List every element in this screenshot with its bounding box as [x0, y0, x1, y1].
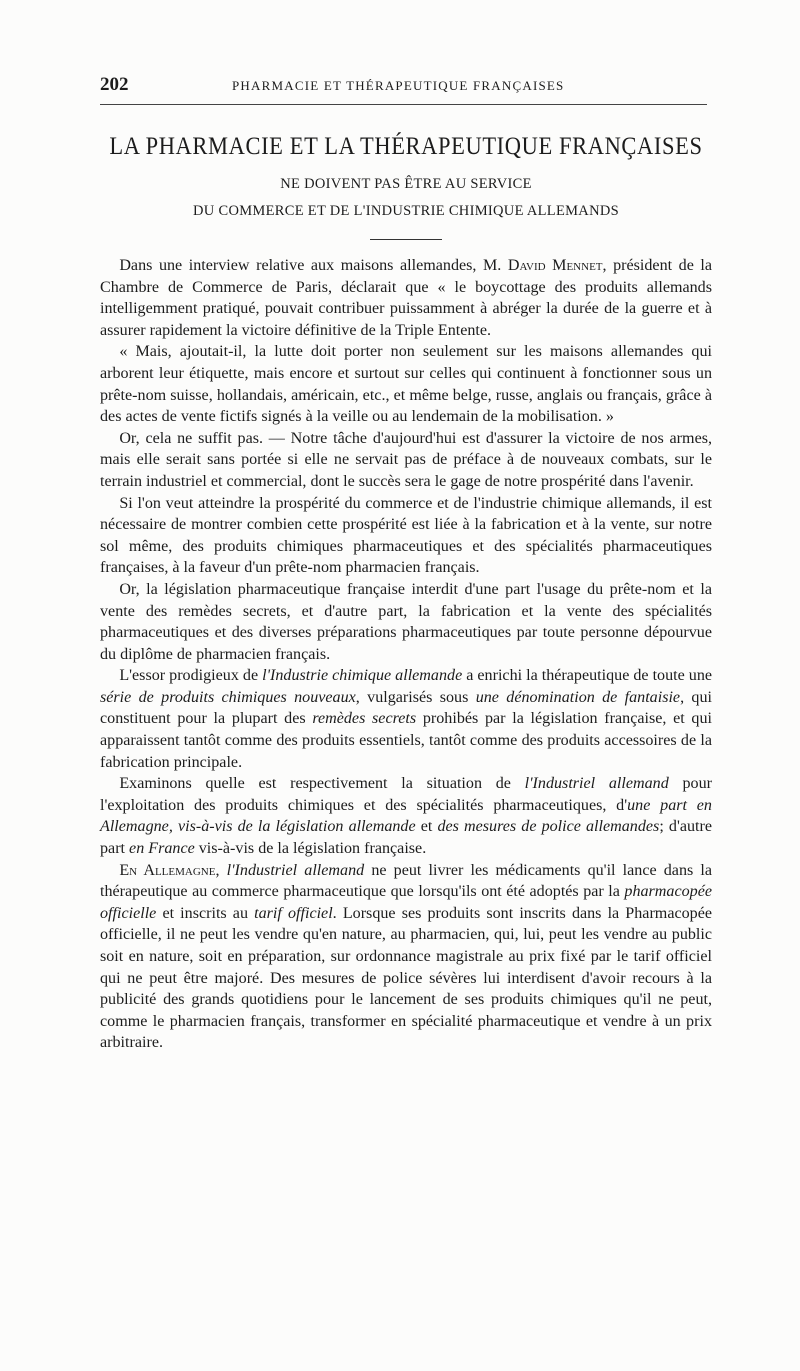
article-body — [100, 255, 712, 1054]
paragraph-1: Dans une interview relative aux maisons allemandes, M. David Mennet, président de la Chambre de Commerce de Paris, déclarait que « le boycottage des produits allemands intelligemment pratiqué, pouvait contribuer puissamment à abréger la durée de la guerre et à assurer rapidement la victoire définitive de la Triple Entente. — [100, 257, 713, 339]
book-page — [100, 68, 712, 1054]
paragraph-4: Si l'on veut atteindre la prospérité du commerce et de l'industrie chimique allemands, il est nécessaire de montrer combien cette prospérité est liée à la fabrication et à la vente, sur notre sol même, des produits chimiques pharmaceutiques et des spécialités pharmaceutiques françaises, à la faveur d'un prête-nom pharmacien français. — [100, 494, 712, 577]
paragraph-6: L'essor prodigieux de l'Industrie chimique allemande a enrichi la thérapeutique de toute une série de produits chimiques nouveaux, vulgarisés sous une dénomination de fantaisie, qui constituent pour la plupart des remèdes secrets prohibés par la législation française, et qui apparaissent tantôt comme des produits essentiels, tantôt comme des produits accessoires de la fabrication principale. — [100, 667, 713, 771]
article-subtitle — [100, 171, 712, 225]
title-rule — [370, 239, 442, 240]
paragraph-8: En Allemagne, l'Industriel allemand ne peut livrer les médicaments qu'il lance dans la thérapeutique au commerce pharmaceutique que lorsqu'ils ont été adoptés par la pharmacopée officielle et inscrits au tarif officiel. Lorsque ses produits sont inscrits dans la Pharmacopée officielle, il ne peut les vendre qu'en nature, au pharmacien, qui, lui, peut les vendre au public soit en nature, soit en préparation, sur ordonnance magistrale au prix fixé par le tarif officiel qui ne peut être majoré. Des mesures de police sévères lui interdisent d'avoir recours à la publicité des grands quotidiens pour le lancement de ses produits chimiques qu'il ne peut, comme le pharmacien français, transformer en spécialité pharmaceutique et vendre à un prix arbitraire. — [100, 861, 713, 1052]
subtitle-line-2: DU COMMERCE ET DE L'INDUSTRIE CHIMIQUE ALLEMANDS — [193, 203, 619, 219]
running-title: PHARMACIE ET THÉRAPEUTIQUE FRANÇAISES — [232, 78, 565, 93]
paragraph-7: Examinons quelle est respectivement la situation de l'Industriel allemand pour l'exploitation des produits chimiques et des spécialités pharmaceutiques, d'une part en Allemagne, vis-à-vis de la législation allemande et des mesures de police allemandes; d'autre part en France vis-à-vis de la législation française. — [100, 775, 713, 858]
paragraph-5: Or, la législation pharmaceutique française interdit d'une part l'usage du prête-nom et la vente des remèdes secrets, et d'autre part, la fabrication et la vente des spécialités pharmaceutiques et des diverses préparations pharmaceutiques par toute personne dépourvue du diplôme de pharmacien français. — [100, 580, 712, 663]
paragraph-2: « Mais, ajoutait-il, la lutte doit porter non seulement sur les maisons allemandes qui arborent leur étiquette, mais encore et surtout sur celles qui continuent à fonctionner sous un prête-nom suisse, hollandais, américain, etc., et même belge, russe, anglais ou français, grâce à des actes de vente fictifs signés à la veille ou au lendemain de la mobilisation. » — [100, 343, 712, 426]
header-rule — [100, 104, 707, 105]
running-head — [100, 68, 712, 102]
page-number: 202 — [100, 74, 129, 95]
person-name: David Mennet — [507, 257, 603, 274]
article-title: LA PHARMACIE ET LA THÉRAPEUTIQUE FRANÇAISES — [109, 131, 703, 160]
subtitle-line-1: NE DOIVENT PAS ÊTRE AU SERVICE — [280, 176, 532, 192]
paragraph-3: Or, cela ne suffit pas. — Notre tâche d'aujourd'hui est d'assurer la victoire de nos armes, mais elle serait sans portée si elle ne servait pas de préface à de nouveaux combats, sur le terrain industriel et commercial, dont le succès sera le gage de notre prospérité dans l'avenir. — [100, 429, 712, 490]
